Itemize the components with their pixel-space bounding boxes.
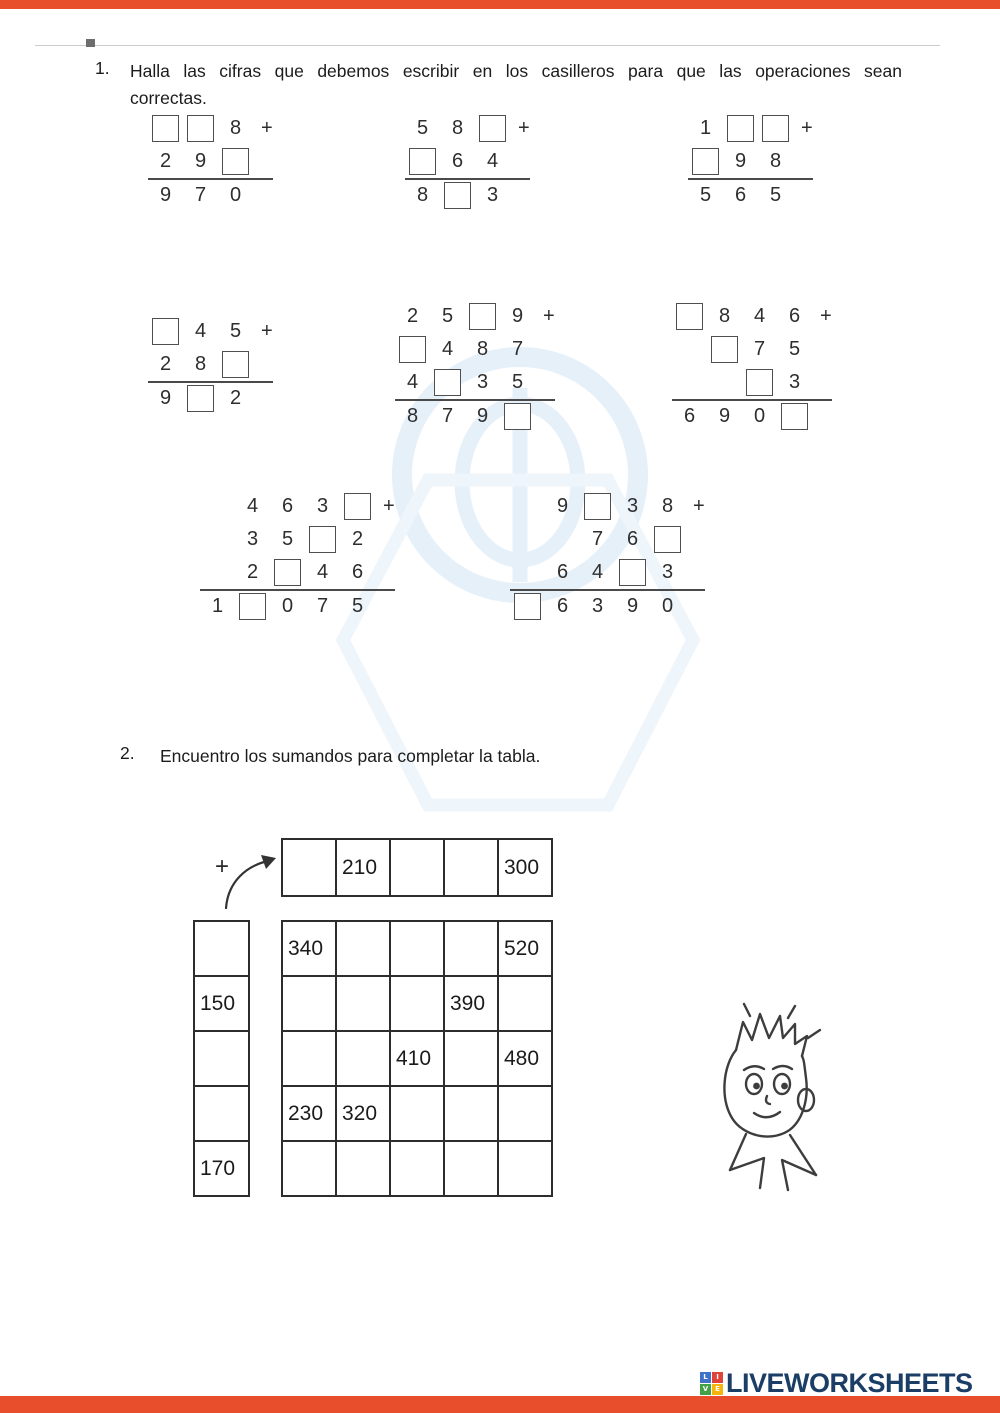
answer-box[interactable]	[152, 318, 179, 345]
answer-box[interactable]	[504, 403, 531, 430]
sum-table-left-header	[193, 920, 250, 1197]
digit-cell: 6	[556, 561, 569, 583]
sum-cell-empty[interactable]	[498, 1141, 552, 1196]
sum-result-row	[148, 381, 273, 414]
answer-box[interactable]	[692, 148, 719, 175]
arrow-to-table	[210, 846, 284, 914]
digit-cell: 3	[316, 495, 329, 517]
plus-sign: +	[820, 305, 832, 327]
digit-cell: 0	[229, 184, 242, 206]
digit-cell: 2	[246, 561, 259, 583]
bottom-accent-bar	[0, 1396, 1000, 1413]
sum-result-row	[405, 178, 530, 211]
sum-cell-empty[interactable]	[390, 976, 444, 1031]
addend-row	[405, 145, 530, 178]
box-cell	[270, 556, 305, 589]
addend-row	[148, 145, 273, 178]
answer-box[interactable]	[222, 351, 249, 378]
digit-cell: 8	[718, 305, 731, 327]
sum-result-row	[200, 589, 395, 622]
sum-cell-value: 410	[390, 1031, 444, 1086]
empty-cell	[510, 556, 545, 589]
digit-cell: 8	[406, 405, 419, 427]
exercise2-instruction: Encuentro los sumandos para completar la tabla.	[160, 746, 541, 766]
digit-cell: 3	[626, 495, 639, 517]
box-cell	[650, 523, 685, 556]
digit-cell: 6	[734, 184, 747, 206]
digit-cell: 4	[316, 561, 329, 583]
digit-cell: 2	[351, 528, 364, 550]
addition-problem-7	[200, 490, 395, 622]
sum-cell-empty[interactable]	[390, 1141, 444, 1196]
addend-row	[148, 348, 273, 381]
addend-row	[405, 112, 530, 145]
digit-cell: 7	[316, 595, 329, 617]
answer-box[interactable]	[344, 493, 371, 520]
digit-cell: 3	[788, 371, 801, 393]
digit-cell: 9	[718, 405, 731, 427]
plus-sign: +	[518, 117, 530, 139]
digit-cell: 2	[159, 150, 172, 172]
sum-cell-value: 320	[336, 1086, 390, 1141]
box-cell	[395, 333, 430, 366]
addend-row	[672, 300, 832, 333]
digit-cell: 4	[441, 338, 454, 360]
empty-cell	[672, 333, 707, 366]
box-cell	[340, 490, 375, 523]
answer-box[interactable]	[187, 385, 214, 412]
digit-cell: 1	[699, 117, 712, 139]
grid-row	[282, 1086, 552, 1141]
answer-box[interactable]	[584, 493, 611, 520]
plus-sign: +	[383, 495, 395, 517]
digit-cell: 3	[486, 184, 499, 206]
left-header-row	[194, 921, 249, 976]
left-header-row	[194, 1031, 249, 1086]
digit-cell: 8	[769, 150, 782, 172]
answer-box[interactable]	[222, 148, 249, 175]
liveworksheets-icon	[700, 1372, 723, 1395]
digit-cell: 8	[194, 353, 207, 375]
box-cell	[465, 300, 500, 333]
digit-cell: 6	[351, 561, 364, 583]
empty-cell	[707, 366, 742, 399]
box-cell	[405, 145, 440, 178]
instruction-line-1: Halla las cifras que debemos escribir en los casilleros para que las operaciones sean	[130, 61, 902, 81]
sum-cell-empty[interactable]	[390, 921, 444, 976]
answer-box[interactable]	[399, 336, 426, 363]
page-mark	[86, 39, 95, 47]
sum-cell-empty[interactable]	[390, 1086, 444, 1141]
sum-cell-empty[interactable]	[194, 1031, 249, 1086]
addend-row	[200, 490, 395, 523]
answer-box[interactable]	[781, 403, 808, 430]
sum-cell-empty[interactable]	[390, 839, 444, 896]
digit-cell: 0	[753, 405, 766, 427]
addition-problem-6	[672, 300, 832, 432]
sum-cell-empty[interactable]	[336, 921, 390, 976]
sum-result-row	[672, 399, 832, 432]
box-cell	[148, 315, 183, 348]
digit-cell: 9	[159, 387, 172, 409]
sum-result-row	[148, 178, 273, 211]
digit-cell: 3	[591, 595, 604, 617]
sum-cell-empty[interactable]	[444, 921, 498, 976]
top-accent-bar	[0, 0, 1000, 9]
box-cell	[580, 490, 615, 523]
digit-cell: 2	[159, 353, 172, 375]
answer-box[interactable]	[479, 115, 506, 142]
digit-cell: 8	[661, 495, 674, 517]
box-cell	[148, 112, 183, 145]
digit-cell: 5	[441, 305, 454, 327]
digit-cell: 4	[246, 495, 259, 517]
addition-problem-4	[148, 315, 273, 414]
answer-box[interactable]	[711, 336, 738, 363]
box-cell	[615, 556, 650, 589]
box-cell	[183, 112, 218, 145]
digit-cell: 2	[406, 305, 419, 327]
grid-row	[282, 976, 552, 1031]
addend-row	[200, 556, 395, 589]
sum-cell-value: 170	[194, 1141, 249, 1196]
exercise2-number: 2.	[120, 743, 135, 763]
answer-box[interactable]	[444, 182, 471, 209]
sum-result-row	[395, 399, 555, 432]
logo-letter-i: I	[712, 1372, 723, 1383]
digit-cell: 6	[556, 595, 569, 617]
digit-cell: 2	[229, 387, 242, 409]
digit-cell: 5	[281, 528, 294, 550]
sum-cell-empty[interactable]	[444, 1141, 498, 1196]
answer-box[interactable]	[187, 115, 214, 142]
sum-table-grid	[281, 920, 553, 1197]
box-cell	[218, 348, 253, 381]
sum-cell-empty[interactable]	[336, 976, 390, 1031]
box-cell	[430, 366, 465, 399]
addend-row	[510, 490, 705, 523]
exercise1-instruction	[130, 58, 902, 112]
empty-cell	[510, 490, 545, 523]
addition-problem-3	[688, 112, 813, 211]
digit-cell: 9	[626, 595, 639, 617]
box-cell	[723, 112, 758, 145]
brand-text: LIVEWORKSHEETS	[726, 1367, 973, 1398]
digit-cell: 7	[591, 528, 604, 550]
digit-cell: 6	[683, 405, 696, 427]
addend-row	[672, 333, 832, 366]
digit-cell: 4	[194, 320, 207, 342]
logo-letter-v: V	[700, 1384, 711, 1395]
answer-box[interactable]	[239, 593, 266, 620]
box-cell	[500, 400, 535, 433]
addend-row	[148, 112, 273, 145]
answer-box[interactable]	[409, 148, 436, 175]
addend-row	[148, 315, 273, 348]
empty-cell	[672, 366, 707, 399]
left-header-row	[194, 1086, 249, 1141]
addition-problem-8	[510, 490, 705, 622]
digit-cell: 5	[769, 184, 782, 206]
digit-cell: 4	[406, 371, 419, 393]
boy-illustration	[690, 1000, 850, 1215]
box-cell	[218, 145, 253, 178]
digit-cell: 6	[451, 150, 464, 172]
digit-cell: 0	[661, 595, 674, 617]
digit-cell: 4	[591, 561, 604, 583]
logo-letter-e: E	[712, 1384, 723, 1395]
box-cell	[305, 523, 340, 556]
logo-letter-l: L	[700, 1372, 711, 1383]
answer-box[interactable]	[274, 559, 301, 586]
digit-cell: 7	[441, 405, 454, 427]
sum-cell-value: 210	[336, 839, 390, 896]
addition-problem-2	[405, 112, 530, 211]
plus-sign: +	[801, 117, 813, 139]
digit-cell: 6	[281, 495, 294, 517]
instruction-line-2: correctas.	[130, 88, 207, 108]
sum-result-row	[510, 589, 705, 622]
box-cell	[672, 300, 707, 333]
sum-cell-empty[interactable]	[194, 1086, 249, 1141]
box-cell	[707, 333, 742, 366]
sum-cell-empty[interactable]	[282, 1031, 336, 1086]
sum-cell-empty[interactable]	[336, 1141, 390, 1196]
answer-box[interactable]	[762, 115, 789, 142]
digit-cell: 6	[788, 305, 801, 327]
box-cell	[510, 590, 545, 623]
sum-cell-empty[interactable]	[282, 1141, 336, 1196]
sum-table-top-header	[281, 838, 553, 897]
addend-row	[395, 333, 555, 366]
addend-row	[672, 366, 832, 399]
box-cell	[440, 179, 475, 212]
digit-cell: 4	[753, 305, 766, 327]
sum-cell-empty[interactable]	[444, 1086, 498, 1141]
digit-cell: 6	[626, 528, 639, 550]
left-header-row	[194, 976, 249, 1031]
answer-box[interactable]	[746, 369, 773, 396]
sum-cell-empty[interactable]	[498, 1086, 552, 1141]
digit-cell: 5	[229, 320, 242, 342]
sum-cell-empty[interactable]	[444, 839, 498, 896]
digit-cell: 8	[476, 338, 489, 360]
grid-row	[282, 1031, 552, 1086]
sum-cell-value: 340	[282, 921, 336, 976]
digit-cell: 5	[416, 117, 429, 139]
digit-cell: 7	[753, 338, 766, 360]
box-cell	[235, 590, 270, 623]
box-cell	[777, 400, 812, 433]
plus-sign: +	[543, 305, 555, 327]
digit-cell: 9	[511, 305, 524, 327]
digit-cell: 9	[194, 150, 207, 172]
digit-cell: 9	[556, 495, 569, 517]
addend-row	[688, 145, 813, 178]
digit-cell: 0	[281, 595, 294, 617]
answer-box[interactable]	[727, 115, 754, 142]
grid-row	[282, 1141, 552, 1196]
sum-cell-value: 150	[194, 976, 249, 1031]
addition-problem-5	[395, 300, 555, 432]
digit-cell: 7	[194, 184, 207, 206]
digit-cell: 5	[351, 595, 364, 617]
digit-cell: 1	[211, 595, 224, 617]
plus-sign: +	[693, 495, 705, 517]
plus-sign: +	[261, 117, 273, 139]
sum-cell-value: 390	[444, 976, 498, 1031]
box-cell	[183, 382, 218, 415]
addend-row	[688, 112, 813, 145]
sum-cell-empty[interactable]	[194, 921, 249, 976]
addend-row	[510, 556, 705, 589]
answer-box[interactable]	[676, 303, 703, 330]
digit-cell: 5	[511, 371, 524, 393]
box-cell	[758, 112, 793, 145]
answer-box[interactable]	[309, 526, 336, 553]
header-divider	[35, 45, 940, 46]
sum-cell-empty[interactable]	[444, 1031, 498, 1086]
empty-cell	[510, 523, 545, 556]
answer-box[interactable]	[469, 303, 496, 330]
sum-cell-value: 520	[498, 921, 552, 976]
sum-cell-empty[interactable]	[336, 1031, 390, 1086]
digit-cell: 7	[511, 338, 524, 360]
digit-cell: 9	[476, 405, 489, 427]
left-header-row	[194, 1141, 249, 1196]
empty-cell	[200, 490, 235, 523]
digit-cell: 3	[246, 528, 259, 550]
empty-cell	[200, 523, 235, 556]
plus-sign: +	[215, 853, 230, 880]
digit-cell: 5	[788, 338, 801, 360]
answer-box[interactable]	[514, 593, 541, 620]
digit-cell: 4	[486, 150, 499, 172]
digit-cell: 8	[451, 117, 464, 139]
empty-cell	[200, 556, 235, 589]
digit-cell: 3	[476, 371, 489, 393]
addend-row	[200, 523, 395, 556]
digit-cell: 8	[229, 117, 242, 139]
sum-cell-value: 300	[498, 839, 552, 896]
answer-box[interactable]	[654, 526, 681, 553]
sum-result-row	[688, 178, 813, 211]
addend-row	[395, 366, 555, 399]
addend-row	[395, 300, 555, 333]
addition-problem-1	[148, 112, 273, 211]
liveworksheets-logo[interactable]	[700, 1369, 973, 1397]
sum-cell-empty[interactable]	[498, 976, 552, 1031]
sum-cell-empty[interactable]	[282, 839, 336, 896]
answer-box[interactable]	[434, 369, 461, 396]
box-cell	[475, 112, 510, 145]
addend-row	[510, 523, 705, 556]
digit-cell: 3	[661, 561, 674, 583]
answer-box[interactable]	[152, 115, 179, 142]
digit-cell: 8	[416, 184, 429, 206]
digit-cell: 9	[734, 150, 747, 172]
exercise1-number: 1.	[95, 58, 110, 78]
grid-row	[282, 921, 552, 976]
box-cell	[742, 366, 777, 399]
sum-cell-value: 230	[282, 1086, 336, 1141]
sum-cell-value: 480	[498, 1031, 552, 1086]
plus-sign: +	[261, 320, 273, 342]
box-cell	[688, 145, 723, 178]
digit-cell: 5	[699, 184, 712, 206]
answer-box[interactable]	[619, 559, 646, 586]
empty-cell	[545, 523, 580, 556]
digit-cell: 9	[159, 184, 172, 206]
sum-cell-empty[interactable]	[282, 976, 336, 1031]
